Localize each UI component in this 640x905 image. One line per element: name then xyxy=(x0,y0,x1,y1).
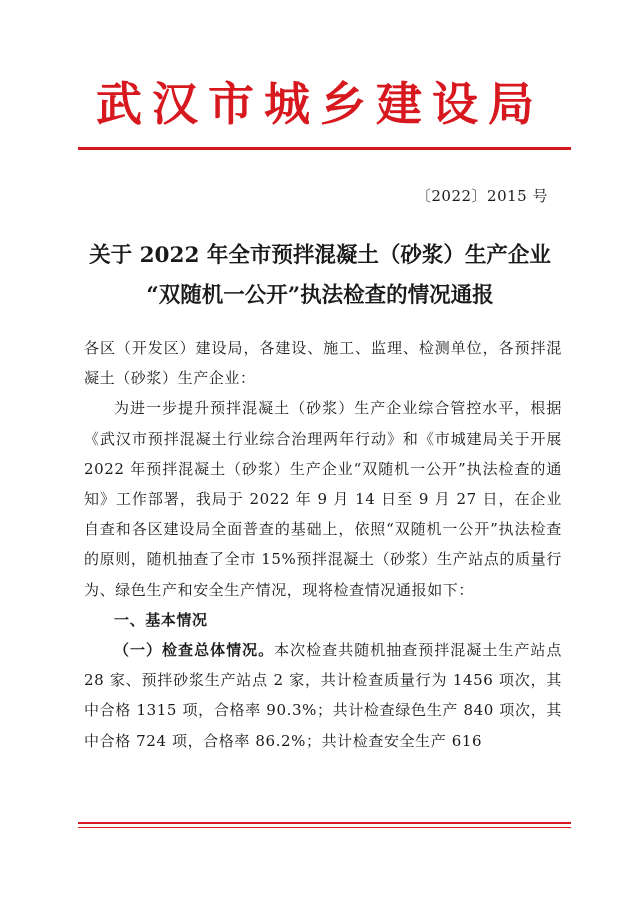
subsection-text: 本次检查共随机抽查预拌混凝土生产站点 28 家、预拌砂浆生产站点 2 家，共计检查质量行为 1456 项次，其中合格 1315 项，合格率 90.3%；共计检查绿色生产 840 项次，其中合格 724 项，合格率 86.2%；共计检查安全生产 616 xyxy=(84,641,562,750)
section-heading xyxy=(84,605,562,635)
masthead-red-rule xyxy=(78,147,571,150)
addressee-paragraph: 各区（开发区）建设局，各建设、施工、监理、检测单位，各预拌混凝土（砂浆）生产企业： xyxy=(84,339,562,388)
document-title-line-2: “双随机一公开”执法检查的情况通报 xyxy=(146,283,494,308)
subsection-paragraph xyxy=(84,635,562,756)
document-body xyxy=(84,333,562,756)
subsection-lead: （一）检查总体情况。 xyxy=(114,641,275,660)
document-title xyxy=(0,236,640,316)
footer-red-rule-thin xyxy=(78,827,571,828)
section-heading-text: 一、基本情况 xyxy=(114,610,208,629)
document-number: 〔2022〕2015 号 xyxy=(415,187,548,205)
intro-paragraph: 为进一步提升预拌混凝土（砂浆）生产企业综合管控水平，根据《武汉市预拌混凝土行业综合治理两年行动》和《市城建局关于开展 2022 年预拌混凝土（砂浆）生产企业“双随机一公开”执法检查的通知》工作部署，我局于 2022 年 9 月 14 日至 9 月 27 日，在企业自查和各区建设局全面普查的基础上，依照“双随机一公开”执法检查的原则，随机抽查了全市 15%预拌混凝土（砂浆）生产站点的质量行为、绿色生产和安全生产情况，现将检查情况通报如下： xyxy=(84,399,562,599)
issuing-authority-masthead: 武汉市城乡建设局 xyxy=(96,77,544,131)
footer-red-rule-thick xyxy=(78,822,571,824)
document-title-line-1: 关于 2022 年全市预拌混凝土（砂浆）生产企业 xyxy=(89,243,551,268)
